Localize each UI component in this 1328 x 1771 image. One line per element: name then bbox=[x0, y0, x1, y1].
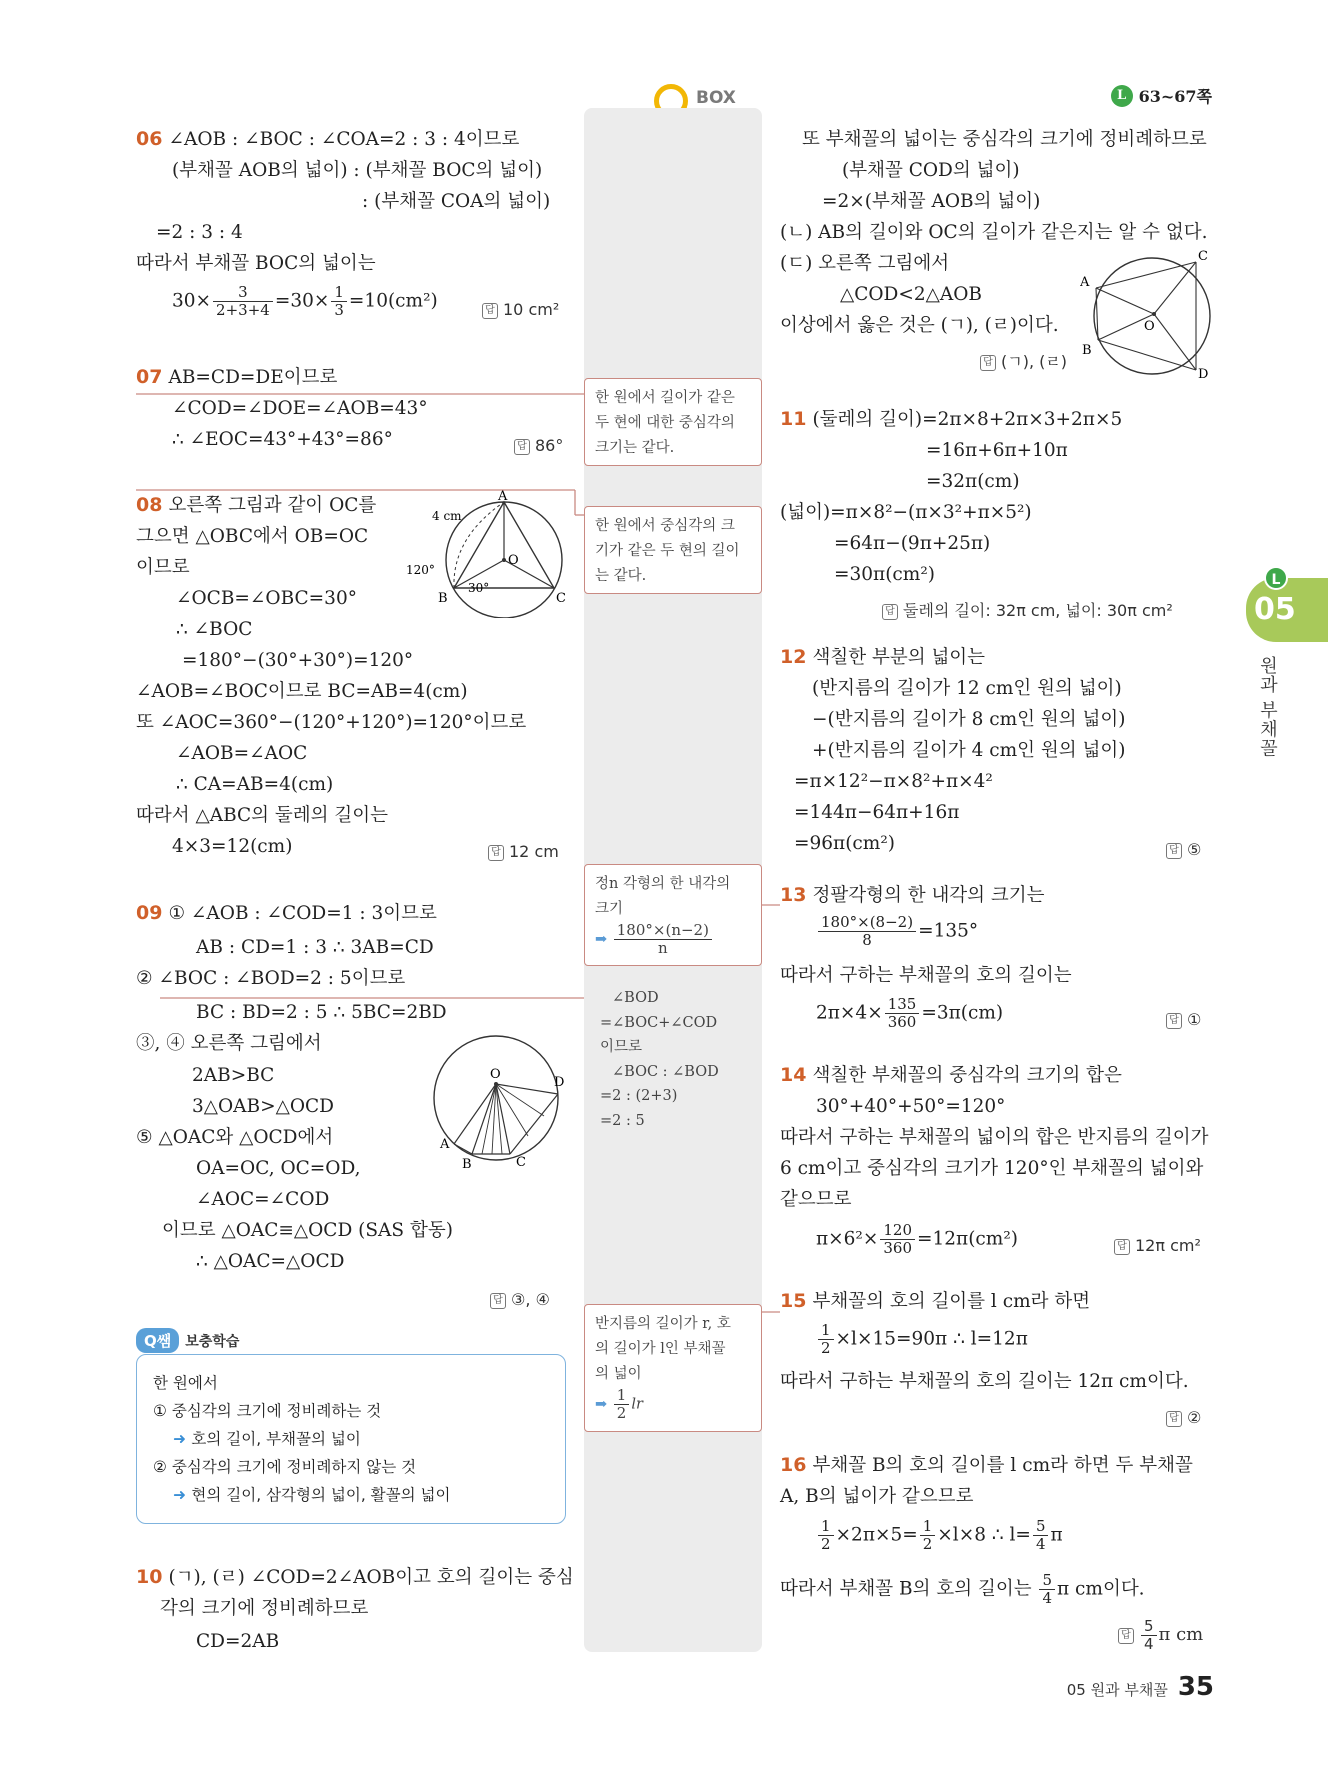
solution-line: AB : CD=1 : 3 ∴ 3AB=CD bbox=[196, 937, 434, 958]
page-ref-text: 63~67쪽 bbox=[1138, 87, 1212, 106]
answer: 답 12π cm² bbox=[1114, 1230, 1201, 1261]
solution-line: (둘레의 길이)=2π×8+2π×3+2π×5 bbox=[812, 409, 1123, 430]
solution-line: =96π(cm²) bbox=[794, 833, 895, 854]
solution-line: ∴ CA=AB=4(cm) bbox=[176, 774, 334, 795]
label-C: C bbox=[556, 591, 566, 606]
solution-line: +(반지름의 길이가 4 cm인 원의 넓이) bbox=[812, 740, 1126, 761]
solution-line: ∴ ∠EOC=43°+43°=86° bbox=[172, 429, 393, 450]
solution-line: 4×3=12(cm) bbox=[172, 836, 293, 857]
tip-sector-area bbox=[584, 1304, 762, 1432]
problem-number: 06 bbox=[136, 128, 163, 150]
qbox-line: 호의 길이, 부채꼴의 넓이 bbox=[191, 1430, 361, 1448]
answer-icon: 답 bbox=[1166, 1411, 1182, 1427]
answer: 답 ① bbox=[1166, 1004, 1201, 1035]
qbox-line: 한 원에서 bbox=[153, 1374, 218, 1392]
label-angle-30: 30° bbox=[468, 581, 490, 595]
solution-line: CD=2AB bbox=[196, 1631, 280, 1652]
solution-line: (부채꼴 COD의 넓이) bbox=[842, 160, 1020, 181]
solution-line: ∠AOB : ∠BOC : ∠COA=2 : 3 : 4이므로 bbox=[168, 129, 520, 150]
solution-line: 따라서 △ABC의 둘레의 길이는 bbox=[136, 805, 389, 826]
qbox-badge: Q쌤 bbox=[136, 1328, 179, 1353]
answer-icon: 답 bbox=[1166, 843, 1182, 859]
solution-line: 오른쪽 그림과 같이 OC를 bbox=[168, 495, 377, 516]
arrow-icon: ➜ bbox=[173, 1430, 192, 1448]
answer-icon: 답 bbox=[882, 604, 898, 620]
answer-icon: 답 bbox=[490, 1293, 506, 1309]
solution-line: ∴ ∠BOC bbox=[176, 619, 253, 640]
tip-text: lr bbox=[631, 1396, 643, 1413]
solution-line: 30°+40°+50°=120° bbox=[816, 1096, 1006, 1117]
solution-line: 부채꼴 B의 호의 길이를 l cm라 하면 두 부채꼴 bbox=[812, 1455, 1193, 1476]
chapter-number: 05 bbox=[1254, 592, 1296, 627]
label-length: 4 cm bbox=[432, 509, 462, 523]
label-A: A bbox=[1080, 275, 1090, 290]
solution-line: $\frac{1}{2}$ ×2π×5= $\frac{1}{2}$ ×l×8 ∴ l= $\frac{5}{4}$ π bbox=[816, 1518, 1063, 1553]
frac-denominator: n bbox=[658, 939, 668, 957]
solution-line: 또 부채꼴의 넓이는 중심각의 크기에 정비례하므로 bbox=[802, 129, 1207, 150]
answer-icon: 답 bbox=[980, 355, 996, 371]
label-B: B bbox=[438, 591, 448, 606]
tip-text: 의 길이가 l인 부채꼴 bbox=[595, 1341, 726, 1357]
answer-icon: 답 bbox=[514, 439, 530, 455]
tip-text: 반지름의 길이가 r, 호 bbox=[595, 1316, 731, 1332]
solution-line: 3△OAB>△OCD bbox=[192, 1096, 335, 1117]
solution-line: ∠AOB=∠AOC bbox=[176, 743, 308, 764]
tip-text: =2 : (2+3) bbox=[600, 1088, 678, 1104]
qbox-title: 보충학습 bbox=[185, 1333, 240, 1350]
tip-equal-angles bbox=[584, 506, 762, 594]
solution-line: 각의 크기에 정비례하므로 bbox=[160, 1598, 369, 1619]
solution-line: AB=CD=DE이므로 bbox=[168, 367, 338, 388]
tip-equal-chords bbox=[584, 378, 762, 466]
solution-line: ∴ △OAC=△OCD bbox=[196, 1251, 345, 1272]
tip-polygon-angle bbox=[584, 864, 762, 966]
tip-text: 의 넓이 bbox=[595, 1366, 642, 1382]
solution-line: (ㄱ), (ㄹ) ∠COD=2∠AOB이고 호의 길이는 중심 bbox=[168, 1567, 574, 1588]
solution-line: 6 cm이고 중심각의 크기가 120°인 부채꼴의 넓이와 bbox=[780, 1158, 1204, 1179]
solution-line: 색칠한 부분의 넓이는 bbox=[812, 647, 986, 668]
solution-line: 따라서 부채꼴 B의 호의 길이는 $\frac{5}{4}$ π cm이다. bbox=[780, 1571, 1145, 1607]
qbox-line: ① 중심각의 크기에 정비례하는 것 bbox=[153, 1402, 382, 1420]
page-footer bbox=[1067, 1672, 1214, 1702]
label-D: D bbox=[1198, 367, 1209, 382]
solution-line: (반지름의 길이가 12 cm인 원의 넓이) bbox=[812, 678, 1122, 699]
page-number: 35 bbox=[1177, 1672, 1214, 1702]
tip-text: =2 : 5 bbox=[600, 1112, 645, 1129]
problem-number: 10 bbox=[136, 1566, 163, 1588]
solution-line: =π×12²−π×8²+π×4² bbox=[794, 771, 993, 792]
label-O: O bbox=[490, 1067, 501, 1082]
tip-text: 이므로 bbox=[600, 1039, 643, 1055]
chapter-tab-badge: L bbox=[1264, 566, 1288, 590]
solution-line: =2×(부채꼴 AOB의 넓이) bbox=[822, 191, 1041, 212]
tip-text: ∠BOC : ∠BOD bbox=[612, 1063, 719, 1080]
answer: 답 ⑤ bbox=[1166, 834, 1201, 865]
solution-line: 색칠한 부채꼴의 중심각의 크기의 합은 bbox=[812, 1065, 1122, 1086]
qbox-line: 현의 길이, 삼각형의 넓이, 활꼴의 넓이 bbox=[191, 1486, 451, 1504]
answer: 답 12 cm bbox=[488, 836, 559, 867]
label-B: B bbox=[462, 1157, 472, 1170]
arrow-icon: ➡ bbox=[595, 930, 608, 948]
tip-text: 는 같다. bbox=[595, 568, 647, 584]
answer: 답 (ㄱ), (ㄹ) bbox=[980, 346, 1067, 377]
answer-icon: 답 bbox=[1166, 1013, 1182, 1029]
solution-line: =64π−(9π+25π) bbox=[834, 533, 991, 554]
qbox-header bbox=[136, 1328, 239, 1353]
answer-icon: 답 bbox=[1118, 1628, 1134, 1644]
problem-number: 07 bbox=[136, 366, 163, 388]
tip-text: 크기는 같다. bbox=[595, 440, 675, 456]
figure-08-circle bbox=[404, 488, 574, 618]
problem-number: 09 bbox=[136, 902, 163, 924]
tip-text: 정n 각형의 한 내각의 bbox=[595, 876, 731, 892]
solution-line: 따라서 구하는 부채꼴의 호의 길이는 bbox=[780, 965, 1072, 986]
footer-chapter: 05 원과 부채꼴 bbox=[1066, 1681, 1168, 1699]
solution-line: $\frac{1}{2}$ ×l×15=90π ∴ l=12π bbox=[816, 1322, 1028, 1357]
tip-text: 기가 같은 두 현의 길이 bbox=[595, 543, 740, 559]
solution-line: 이므로 bbox=[136, 557, 190, 578]
solution-line: 30× $\frac{3}{2+3+4}$ =30× $\frac{1}{3}$ =10(cm²) bbox=[172, 283, 438, 319]
solution-line: $\frac{180^\circ\times(8-2)}{8}$ =135° bbox=[816, 914, 978, 949]
answer-icon: 답 bbox=[482, 303, 498, 319]
solution-line: 같으므로 bbox=[780, 1189, 852, 1210]
tip-text: 두 현에 대한 중심각의 bbox=[595, 415, 735, 431]
label-D: D bbox=[554, 1075, 565, 1090]
solution-line: (ㄷ) 오른쪽 그림에서 bbox=[780, 253, 950, 274]
solution-line: ① ∠AOB : ∠COD=1 : 3이므로 bbox=[168, 903, 437, 924]
solution-line: =144π−64π+16π bbox=[794, 802, 960, 823]
label-O: O bbox=[1144, 319, 1155, 334]
solution-line: =30π(cm²) bbox=[834, 564, 935, 585]
solution-line: ∠AOC=∠COD bbox=[196, 1189, 330, 1210]
chapter-title: 원과 부채꼴 bbox=[1257, 656, 1278, 758]
answer: 답 ③, ④ bbox=[490, 1284, 550, 1315]
solution-line: 2π×4× $\frac{135}{360}$ =3π(cm) bbox=[816, 995, 1004, 1031]
tip-text: 크기 bbox=[595, 901, 624, 917]
solution-line: ③, ④ 오른쪽 그림에서 bbox=[136, 1033, 322, 1054]
figure-09-circle bbox=[426, 1030, 576, 1170]
label-A: A bbox=[440, 1137, 450, 1152]
arrow-icon: ➡ bbox=[595, 1395, 608, 1413]
solution-line: A, B의 넓이가 같으므로 bbox=[780, 1486, 974, 1507]
answer: 답 86° bbox=[514, 430, 563, 461]
tip-text: 한 원에서 길이가 같은 bbox=[595, 390, 735, 406]
answer: 답 10 cm² bbox=[482, 294, 559, 325]
tip-text: ∠BOD bbox=[612, 990, 659, 1006]
label-angle-120: 120° bbox=[406, 563, 435, 577]
label-B: B bbox=[1082, 343, 1092, 358]
solution-line: 또 ∠AOC=360°−(120°+120°)=120°이므로 bbox=[136, 712, 527, 733]
tip-bod-calc bbox=[600, 986, 719, 1133]
problem-number: 12 bbox=[780, 646, 807, 668]
problem-number: 16 bbox=[780, 1454, 807, 1476]
solution-line: =16π+6π+10π bbox=[926, 440, 1068, 461]
solution-line: ⑤ △OAC와 △OCD에서 bbox=[136, 1127, 334, 1148]
label-O: O bbox=[508, 553, 519, 568]
solution-line: ∠AOB=∠BOC이므로 BC=AB=4(cm) bbox=[136, 681, 468, 702]
solution-line: 이상에서 옳은 것은 (ㄱ), (ㄹ)이다. bbox=[780, 315, 1059, 336]
arrow-icon: ➜ bbox=[173, 1486, 192, 1504]
box-label: BOX bbox=[696, 88, 736, 108]
problem-number: 14 bbox=[780, 1064, 807, 1086]
problem-number: 11 bbox=[780, 408, 807, 430]
qbox-line: ② 중심각의 크기에 정비례하지 않는 것 bbox=[153, 1458, 417, 1476]
tip-text: 한 원에서 중심각의 크 bbox=[595, 518, 735, 534]
frac-denominator: 2 bbox=[616, 1404, 627, 1422]
solution-line: : (부채꼴 COA의 넓이) bbox=[362, 191, 551, 212]
solution-line: 그으면 △OBC에서 OB=OC bbox=[136, 526, 369, 547]
solution-line: ② ∠BOC : ∠BOD=2 : 5이므로 bbox=[136, 968, 406, 989]
answer-icon: 답 bbox=[488, 845, 504, 861]
solution-line: OA=OC, OC=OD, bbox=[196, 1158, 361, 1179]
supplementary-box bbox=[136, 1354, 566, 1524]
solution-line: 따라서 구하는 부채꼴의 넓이의 합은 반지름의 길이가 bbox=[780, 1127, 1209, 1148]
solution-line: BC : BD=2 : 5 ∴ 5BC=2BD bbox=[196, 1002, 447, 1023]
problem-number: 15 bbox=[780, 1290, 807, 1312]
figure-10-circle bbox=[1080, 250, 1230, 382]
answer: 답 $\frac{5}{4}$ π cm bbox=[1118, 1618, 1203, 1653]
label-C: C bbox=[516, 1155, 526, 1170]
solution-line: π×6²× $\frac{120}{360}$ =12π(cm²) bbox=[816, 1221, 1018, 1257]
problem-number: 08 bbox=[136, 494, 163, 516]
solution-line: ∠COD=∠DOE=∠AOB=43° bbox=[172, 398, 428, 419]
solution-line: −(반지름의 길이가 8 cm인 원의 넓이) bbox=[812, 709, 1126, 730]
solution-line: 부채꼴의 호의 길이를 l cm라 하면 bbox=[812, 1291, 1091, 1312]
problem-number: 13 bbox=[780, 884, 807, 906]
chapter-tab bbox=[1246, 572, 1328, 642]
frac-numerator: 1 bbox=[614, 1387, 630, 1405]
frac-numerator: 180°×(n−2) bbox=[614, 922, 712, 940]
answer-icon: 답 bbox=[1114, 1239, 1130, 1255]
solution-line: 이므로 △OAC≡△OCD (SAS 합동) bbox=[162, 1220, 453, 1241]
solution-line: 따라서 부채꼴 BOC의 넓이는 bbox=[136, 253, 376, 274]
solution-line: (부채꼴 AOB의 넓이) : (부채꼴 BOC의 넓이) bbox=[172, 160, 543, 181]
label-C: C bbox=[1198, 250, 1208, 264]
solution-line: 2AB>BC bbox=[192, 1065, 275, 1086]
solution-line: =2 : 3 : 4 bbox=[156, 222, 243, 243]
solution-line: ∠OCB=∠OBC=30° bbox=[176, 588, 357, 609]
solution-line: 정팔각형의 한 내각의 크기는 bbox=[812, 885, 1045, 906]
label-A: A bbox=[498, 489, 508, 504]
solution-line: =32π(cm) bbox=[926, 471, 1020, 492]
solution-line: (넓이)=π×8²−(π×3²+π×5²) bbox=[780, 502, 1032, 523]
page-ref-badge: L bbox=[1111, 85, 1133, 107]
solution-line: △COD<2△AOB bbox=[840, 284, 983, 305]
solution-line: =180°−(30°+30°)=120° bbox=[182, 650, 414, 671]
solution-line: 따라서 구하는 부채꼴의 호의 길이는 12π cm이다. bbox=[780, 1371, 1189, 1392]
tip-text: =∠BOC+∠COD bbox=[600, 1014, 718, 1031]
solution-line: (ㄴ) AB의 길이와 OC의 길이가 같은지는 알 수 없다. bbox=[780, 222, 1208, 243]
answer: 답 ② bbox=[1166, 1402, 1201, 1433]
answer: 답 둘레의 길이: 32π cm, 넓이: 30π cm² bbox=[882, 595, 1173, 626]
